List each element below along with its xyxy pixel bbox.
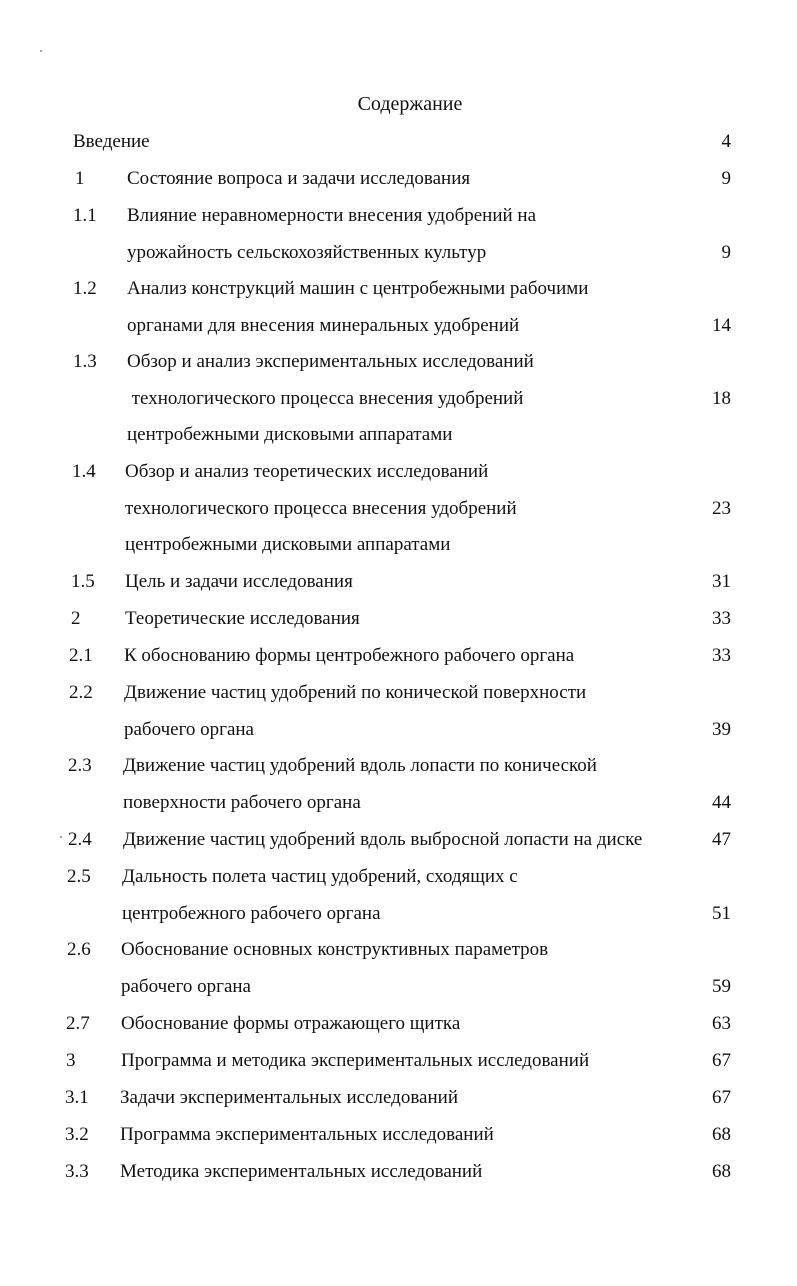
toc-section-title: урожайность сельскохозяйственных культур <box>127 242 487 263</box>
toc-section-title: Состояние вопроса и задачи исследования <box>127 168 471 189</box>
toc-page-number: 47 <box>712 829 731 850</box>
toc-section-number: 2.6 <box>67 939 91 960</box>
toc-page-number: 31 <box>712 571 731 592</box>
toc-entry-line <box>0 384 797 414</box>
toc-section-title: Анализ конструкций машин с центробежными рабочими <box>127 278 589 299</box>
toc-entry-line <box>0 751 797 781</box>
toc-entry-line <box>0 457 797 487</box>
toc-page-number: 59 <box>712 976 731 997</box>
toc-section-title: Движение частиц удобрений вдоль лопасти по конической <box>123 755 597 776</box>
toc-section-number: 3.2 <box>65 1124 89 1145</box>
toc-section-number: 1.2 <box>73 278 97 299</box>
toc-section-number: 2 <box>71 608 81 629</box>
toc-section-title: поверхности рабочего органа <box>123 792 361 813</box>
toc-entry-line <box>0 862 797 892</box>
toc-entry-line <box>0 274 797 304</box>
toc-page-number: 33 <box>712 608 731 629</box>
toc-entry-line <box>0 678 797 708</box>
toc-section-title: Движение частиц удобрений по конической поверхности <box>124 682 587 703</box>
toc-page-number: 68 <box>712 1124 731 1145</box>
toc-section-number: 1 <box>75 168 85 189</box>
toc-entry-line <box>0 1046 797 1076</box>
toc-section-number: 1.4 <box>72 461 96 482</box>
scan-speck <box>40 50 42 52</box>
toc-entry-line <box>0 972 797 1002</box>
toc-section-title: Дальность полета частиц удобрений, сходящих с <box>122 866 518 887</box>
toc-section-title: рабочего органа <box>121 976 251 997</box>
toc-page-number: 9 <box>721 242 731 263</box>
toc-section-title: К обоснованию формы центробежного рабочего органа <box>124 645 575 666</box>
toc-section-title: центробежными дисковыми аппаратами <box>127 424 453 445</box>
toc-entry-line <box>0 347 797 377</box>
toc-page-number: 51 <box>712 903 731 924</box>
toc-entry-line <box>0 604 797 634</box>
toc-section-title: Обзор и анализ теоретических исследований <box>125 461 489 482</box>
toc-page-number: 18 <box>712 388 731 409</box>
toc-section-title: центробежными дисковыми аппаратами <box>125 534 451 555</box>
toc-section-number: 2.5 <box>67 866 91 887</box>
toc-entry-line <box>0 899 797 929</box>
toc-entry-line <box>0 238 797 268</box>
toc-entry-line <box>0 1120 797 1150</box>
toc-entry-line <box>0 567 797 597</box>
toc-section-title: технологического процесса внесения удобрений <box>127 388 524 409</box>
toc-page-number: 9 <box>721 168 731 189</box>
toc-entry-line <box>0 494 797 524</box>
toc-section-title: Обоснование основных конструктивных параметров <box>121 939 549 960</box>
toc-page-number: 39 <box>712 719 731 740</box>
toc-page-number: 68 <box>712 1161 731 1182</box>
toc-page-number: 4 <box>721 131 731 152</box>
toc-entry-line <box>0 420 797 450</box>
toc-entry-line <box>0 1083 797 1113</box>
toc-section-title: технологического процесса внесения удобрений <box>125 498 517 519</box>
toc-entry-line <box>0 788 797 818</box>
toc-section-title: Программа экспериментальных исследований <box>120 1124 494 1145</box>
toc-section-number: 2.3 <box>68 755 92 776</box>
toc-page-number: 67 <box>712 1050 731 1071</box>
toc-section-title: Движение частиц удобрений вдоль выбросной лопасти на диске <box>123 829 643 850</box>
toc-section-number: 1.5 <box>71 571 95 592</box>
toc-entry-line <box>0 201 797 231</box>
toc-section-title: Задачи экспериментальных исследований <box>120 1087 458 1108</box>
toc-entry-line <box>0 1157 797 1187</box>
toc-page-number: 67 <box>712 1087 731 1108</box>
toc-section-title: Цель и задачи исследования <box>125 571 353 592</box>
toc-entry-line <box>0 935 797 965</box>
toc-section-title: Теоретические исследования <box>125 608 360 629</box>
toc-entry-line <box>0 164 797 194</box>
toc-section-title: Обоснование формы отражающего щитка <box>121 1013 461 1034</box>
toc-section-title: рабочего органа <box>124 719 254 740</box>
toc-section-title: Программа и методика экспериментальных исследований <box>121 1050 590 1071</box>
toc-page-number: 63 <box>712 1013 731 1034</box>
toc-entry-line <box>0 1009 797 1039</box>
toc-section-number: 3.3 <box>65 1161 89 1182</box>
toc-section-number: 2.7 <box>66 1013 90 1034</box>
toc-section-title: Методика экспериментальных исследований <box>120 1161 483 1182</box>
toc-page-number: 33 <box>712 645 731 666</box>
toc-section-number: 2.4 <box>68 829 92 850</box>
toc-intro-row <box>0 127 797 157</box>
toc-entry-line <box>0 530 797 560</box>
toc-section-title: Влияние неравномерности внесения удобрений на <box>127 205 537 226</box>
toc-entry-line <box>0 641 797 671</box>
toc-section-number: 2.2 <box>69 682 93 703</box>
toc-section-title: центробежного рабочего органа <box>122 903 381 924</box>
toc-page-number: 14 <box>712 315 731 336</box>
toc-section-number: 3.1 <box>65 1087 89 1108</box>
toc-intro-label: Введение <box>73 131 150 152</box>
toc-section-number: 3 <box>66 1050 76 1071</box>
toc-section-number: 1.3 <box>73 351 97 372</box>
toc-page-number: 23 <box>712 498 731 519</box>
toc-section-title: Обзор и анализ экспериментальных исследований <box>127 351 534 372</box>
toc-section-title: органами для внесения минеральных удобрений <box>127 315 520 336</box>
toc-entry-line <box>0 825 797 855</box>
toc-entry-line <box>0 311 797 341</box>
toc-page-number: 44 <box>712 792 731 813</box>
toc-section-number: 1.1 <box>73 205 97 226</box>
page-title: Содержание <box>357 93 463 115</box>
toc-section-number: 2.1 <box>69 645 93 666</box>
toc-entry-line <box>0 715 797 745</box>
